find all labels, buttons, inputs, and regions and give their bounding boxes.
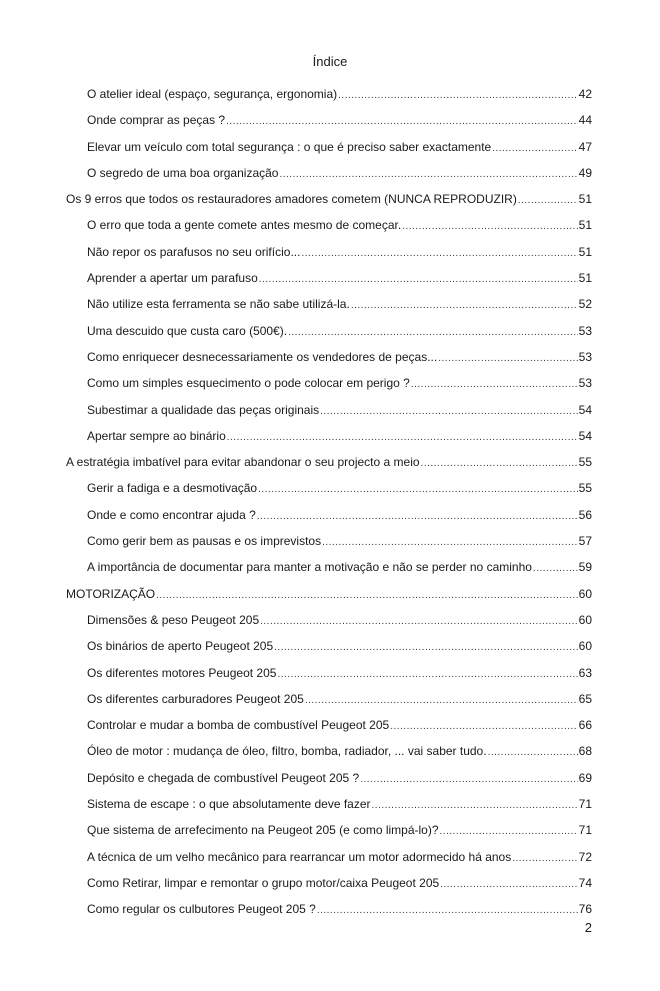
toc-entry-title: Como um simples esquecimento o pode colocar em perigo ? — [87, 376, 410, 391]
toc-entry[interactable] — [66, 743, 592, 769]
toc-entry-page: 44 — [578, 113, 592, 128]
toc-entry-page: 57 — [578, 534, 592, 549]
toc-entry[interactable] — [66, 402, 592, 428]
toc-entry[interactable] — [66, 717, 592, 743]
toc-entry-title: Sistema de escape : o que absolutamente deve fazer — [87, 797, 371, 812]
toc-entry[interactable] — [66, 770, 592, 796]
toc-entry-title: Dimensões & peso Peugeot 205 — [87, 612, 260, 627]
toc-entry-title: O erro que toda a gente comete antes mesmo de começar. — [87, 218, 402, 233]
toc-entry[interactable] — [66, 454, 592, 480]
toc-dot-leader — [260, 614, 578, 630]
toc-entry[interactable] — [66, 139, 592, 165]
toc-entry-title: Como gerir bem as pausas e os imprevistos — [87, 534, 322, 549]
toc-dot-leader — [279, 167, 577, 183]
toc-dot-leader — [438, 351, 577, 367]
toc-dot-leader — [338, 88, 578, 104]
toc-entry-page: 60 — [578, 586, 592, 601]
toc-dot-leader — [226, 114, 578, 130]
toc-entry-page: 55 — [578, 481, 592, 496]
toc-entry-page: 74 — [578, 875, 592, 890]
toc-entry-page: 59 — [578, 560, 592, 575]
page-title: Índice — [312, 54, 348, 69]
toc-entry[interactable] — [66, 244, 592, 270]
toc-dot-leader — [372, 798, 578, 814]
toc-entry-title: Não repor os parafusos no seu orifício... — [87, 244, 301, 259]
toc-entry-page: 42 — [578, 87, 592, 101]
toc-entry-page: 51 — [578, 218, 592, 233]
toc-dot-leader — [533, 561, 578, 577]
toc-entry-title: Os 9 erros que todos os restauradores amadores cometem (NUNCA REPRODUZIR) — [66, 192, 517, 207]
toc-entry-page: 76 — [578, 902, 592, 917]
toc-dot-leader — [320, 404, 577, 420]
toc-entry[interactable] — [66, 165, 592, 191]
toc-entry-title: Os diferentes carburadores Peugeot 205 — [87, 691, 304, 706]
toc-dot-leader — [322, 535, 578, 551]
toc-entry-title: Subestimar a qualidade das peças originais — [87, 402, 320, 417]
toc-entry-title: Aprender a apertar um parafuso — [87, 271, 258, 286]
toc-entry-title: Que sistema de arrefecimento na Peugeot 205 (e como limpá-lo)? — [87, 823, 439, 838]
toc-entry[interactable] — [66, 86, 592, 112]
toc-entry-title: Não utilize esta ferramenta se não sabe utilizá-la. — [87, 297, 350, 312]
toc-dot-leader — [360, 772, 577, 788]
toc-entry-title: Óleo de motor : mudança de óleo, filtro, bomba, radiador, ... vai saber tudo. — [87, 744, 487, 759]
toc-entry-title: O segredo de uma boa organização — [87, 165, 279, 180]
toc-dot-leader — [421, 456, 578, 472]
toc-dot-leader — [227, 430, 578, 446]
toc-entry[interactable] — [66, 217, 592, 243]
toc-entry[interactable] — [66, 612, 592, 638]
toc-dot-leader — [518, 193, 578, 209]
toc-dot-leader — [277, 667, 577, 683]
toc-entry-title: A importância de documentar para manter a motivação e não se perder no caminho — [87, 560, 532, 575]
toc-dot-leader — [390, 719, 577, 735]
toc-dot-leader — [488, 745, 578, 761]
toc-entry-title: Como enriquecer desnecessariamente os vendedores de peças... — [87, 349, 438, 364]
toc-entry[interactable] — [66, 191, 592, 217]
toc-dot-leader — [317, 903, 578, 919]
toc-entry-page: 51 — [578, 192, 592, 207]
toc-entry-page: 47 — [578, 139, 592, 154]
toc-dot-leader — [440, 824, 578, 840]
toc-dot-leader — [492, 141, 577, 157]
toc-entry-title: Como Retirar, limpar e remontar o grupo motor/caixa Peugeot 205 — [87, 875, 440, 890]
toc-entry-page: 53 — [578, 323, 592, 338]
toc-entry-title: Onde comprar as peças ? — [87, 113, 226, 128]
toc-entry-title: A técnica de um velho mecânico para rearrancar um motor adormecido há anos — [87, 849, 512, 864]
toc-dot-leader — [274, 640, 578, 656]
toc-entry-page: 71 — [578, 797, 592, 812]
toc-dot-leader — [305, 693, 578, 709]
toc-entry-page: 49 — [578, 165, 592, 180]
toc-entry-page: 72 — [578, 849, 592, 864]
toc-entry[interactable] — [66, 112, 592, 138]
toc-entry[interactable] — [66, 638, 592, 664]
toc-entry-title: Gerir a fadiga e a desmotivação — [87, 481, 258, 496]
toc-entry-page: 65 — [578, 691, 592, 706]
toc-entry[interactable] — [66, 691, 592, 717]
toc-dot-leader — [440, 877, 577, 893]
toc-entry-title: Apertar sempre ao binário — [87, 428, 226, 443]
toc-entry-title: Os binários de aperto Peugeot 205 — [87, 639, 274, 654]
toc-entry-page: 66 — [578, 718, 592, 733]
toc-entry-title: Uma descuido que custa caro (500€). — [87, 323, 288, 338]
toc-entry-page: 53 — [578, 376, 592, 391]
toc-dot-leader — [257, 509, 578, 525]
toc-entry-page: 68 — [578, 744, 592, 759]
toc-entry[interactable] — [66, 822, 592, 848]
toc-entry[interactable] — [66, 270, 592, 296]
toc-entry[interactable] — [66, 586, 592, 612]
toc-entry-title: Como regular os culbutores Peugeot 205 ? — [87, 902, 316, 917]
toc-entry-page: 56 — [578, 507, 592, 522]
toc-entry[interactable] — [66, 480, 592, 506]
toc-entry-page: 71 — [578, 823, 592, 838]
toc-entry-page: 52 — [578, 297, 592, 312]
toc-entry-page: 51 — [578, 271, 592, 286]
toc-entry-title: Onde e como encontrar ajuda ? — [87, 507, 256, 522]
toc-entry[interactable] — [66, 296, 592, 322]
toc-dot-leader — [259, 272, 578, 288]
page-number: 2 — [584, 920, 592, 935]
table-of-contents — [66, 86, 592, 928]
toc-entry-title: Elevar um veículo com total segurança : o que é preciso saber exactamente — [87, 139, 492, 154]
toc-dot-leader — [351, 298, 578, 314]
toc-entry[interactable] — [66, 507, 592, 533]
toc-entry-page: 53 — [578, 349, 592, 364]
toc-entry-title: O atelier ideal (espaço, segurança, ergonomia) — [87, 87, 338, 101]
toc-entry[interactable] — [66, 796, 592, 822]
toc-entry[interactable] — [66, 901, 592, 927]
toc-entry[interactable] — [66, 323, 592, 349]
toc-entry-page: 63 — [578, 665, 592, 680]
toc-entry[interactable] — [66, 849, 592, 875]
toc-entry-page: 54 — [578, 402, 592, 417]
toc-entry[interactable] — [66, 533, 592, 559]
toc-entry[interactable] — [66, 375, 592, 401]
toc-entry[interactable] — [66, 875, 592, 901]
toc-dot-leader — [411, 377, 578, 393]
toc-entry-page: 60 — [578, 639, 592, 654]
toc-entry-page: 51 — [578, 244, 592, 259]
toc-dot-leader — [288, 325, 578, 341]
toc-entry-page: 69 — [578, 770, 592, 785]
toc-entry[interactable] — [66, 665, 592, 691]
toc-dot-leader — [258, 482, 578, 498]
toc-entry-page: 54 — [578, 428, 592, 443]
toc-dot-leader — [156, 588, 578, 604]
toc-entry-title: A estratégia imbatível para evitar abandonar o seu projecto a meio — [66, 455, 420, 470]
toc-entry[interactable] — [66, 559, 592, 585]
toc-dot-leader — [402, 219, 577, 235]
toc-entry-title: Controlar e mudar a bomba de combustível Peugeot 205 — [87, 718, 390, 733]
toc-entry-title: MOTORIZAÇÃO — [66, 586, 156, 601]
toc-entry-title: Os diferentes motores Peugeot 205 — [87, 665, 277, 680]
toc-entry-page: 55 — [578, 455, 592, 470]
toc-entry[interactable] — [66, 349, 592, 375]
toc-dot-leader — [301, 246, 577, 262]
toc-entry-title: Depósito e chegada de combustível Peugeot 205 ? — [87, 770, 360, 785]
toc-entry-page: 60 — [578, 612, 592, 627]
toc-dot-leader — [512, 851, 577, 867]
toc-entry[interactable] — [66, 428, 592, 454]
